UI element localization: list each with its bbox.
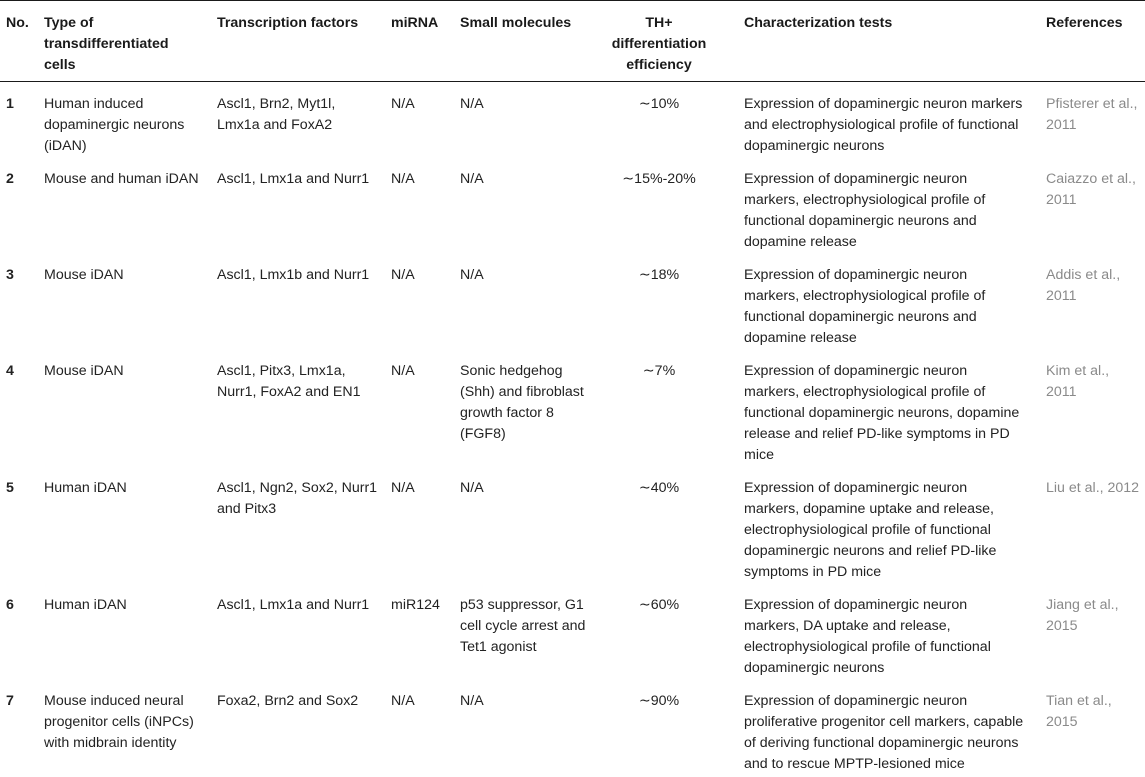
cell-no: 6 [6,597,14,613]
cell-char: Expression of dopaminergic neuron markers, electrophysiological profile of functional dopaminergic neurons and dopamine release [744,171,986,250]
cell-no: 3 [6,267,14,283]
cell-char: Expression of dopaminergic neuron markers, electrophysiological profile of functional dopaminergic neurons, dopamine release and relief PD-like symptoms in PD mice [744,363,1020,463]
header-ref: References [1046,1,1145,82]
cell-eff: ∼40% [638,480,680,496]
header-mirna: miRNA [391,1,460,82]
cell-ref[interactable]: Jiang et al., 2015 [1046,597,1119,634]
cell-tf: Ascl1, Lmx1b and Nurr1 [217,267,370,283]
cell-eff: ∼15%-20% [622,171,696,187]
cell-type: Human iDAN [44,597,127,613]
table-row [0,82,1145,160]
cell-tf: Ascl1, Ngn2, Sox2, Nurr1 and Pitx3 [217,480,378,517]
cell-no: 2 [6,171,14,187]
header-type: Type of transdifferentiated cells [44,1,217,82]
cell-tf: Ascl1, Pitx3, Lmx1a, Nurr1, FoxA2 and EN1 [217,363,361,400]
cell-no: 7 [6,693,14,709]
header-no: No. [0,1,44,82]
cell-type: Human induced dopaminergic neurons (iDAN) [44,96,185,154]
table-row [0,351,1145,468]
cell-ref[interactable]: Addis et al., 2011 [1046,267,1121,304]
cell-eff: ∼18% [638,267,680,283]
cell-ref[interactable]: Liu et al., 2012 [1046,480,1140,496]
cell-ref[interactable]: Kim et al., 2011 [1046,363,1110,400]
cell-small: N/A [460,267,484,283]
cell-char: Expression of dopaminergic neuron proliferative progenitor cell markers, capable of deriving functional dopaminergic neurons and to rescue MPTP-lesioned mice [744,693,1024,772]
header-small: Small molecules [460,1,604,82]
cell-eff: ∼90% [638,693,680,709]
cell-small: N/A [460,693,484,709]
header-eff: TH+ differentiation efficiency [604,1,744,82]
cell-type: Mouse iDAN [44,267,124,283]
cell-char: Expression of dopaminergic neuron markers, electrophysiological profile of functional dopaminergic neurons and dopamine release [744,267,986,346]
cell-mirna: miR124 [391,597,440,613]
cell-eff: ∼7% [642,363,676,379]
table-row [0,468,1145,585]
cell-tf: Ascl1, Lmx1a and Nurr1 [217,597,370,613]
cell-small: N/A [460,480,484,496]
table-row [0,681,1145,777]
header-row [0,1,1145,82]
cell-ref[interactable]: Caiazzo et al., 2011 [1046,171,1136,208]
cell-mirna: N/A [391,480,415,496]
cell-mirna: N/A [391,171,415,187]
cell-no: 5 [6,480,14,496]
table-row [0,159,1145,255]
cell-tf: Ascl1, Lmx1a and Nurr1 [217,171,370,187]
cell-eff: ∼10% [638,96,680,112]
cell-small: N/A [460,96,484,112]
cell-mirna: N/A [391,693,415,709]
header-char: Characterization tests [744,1,1046,82]
cell-small: Sonic hedgehog (Shh) and fibroblast growth factor 8 (FGF8) [460,363,584,442]
cell-no: 4 [6,363,14,379]
cell-mirna: N/A [391,363,415,379]
cell-type: Mouse iDAN [44,363,124,379]
cell-tf: Foxa2, Brn2 and Sox2 [217,693,359,709]
cell-char: Expression of dopaminergic neuron markers and electrophysiological profile of functional dopaminergic neurons [744,96,1023,154]
cell-type: Mouse induced neural progenitor cells (iNPCs) with midbrain identity [44,693,194,751]
table-row [0,255,1145,351]
cell-type: Human iDAN [44,480,127,496]
cell-ref[interactable]: Pfisterer et al., 2011 [1046,96,1138,133]
cell-ref[interactable]: Tian et al., 2015 [1046,693,1112,730]
cell-char: Expression of dopaminergic neuron markers, dopamine uptake and release, electrophysiological profile of functional dopaminergic neurons and relief PD-like symptoms in PD mice [744,480,997,580]
cell-no: 1 [6,96,14,112]
cell-tf: Ascl1, Brn2, Myt1l, Lmx1a and FoxA2 [217,96,336,133]
cell-mirna: N/A [391,96,415,112]
cell-char: Expression of dopaminergic neuron markers, DA uptake and release, electrophysiological profile of functional dopaminergic neurons [744,597,991,676]
cell-mirna: N/A [391,267,415,283]
table-row [0,585,1145,681]
cell-type: Mouse and human iDAN [44,171,199,187]
cell-small: p53 suppressor, G1 cell cycle arrest and Tet1 agonist [460,597,586,655]
cell-small: N/A [460,171,484,187]
header-tf: Transcription factors [217,1,391,82]
cell-eff: ∼60% [638,597,680,613]
